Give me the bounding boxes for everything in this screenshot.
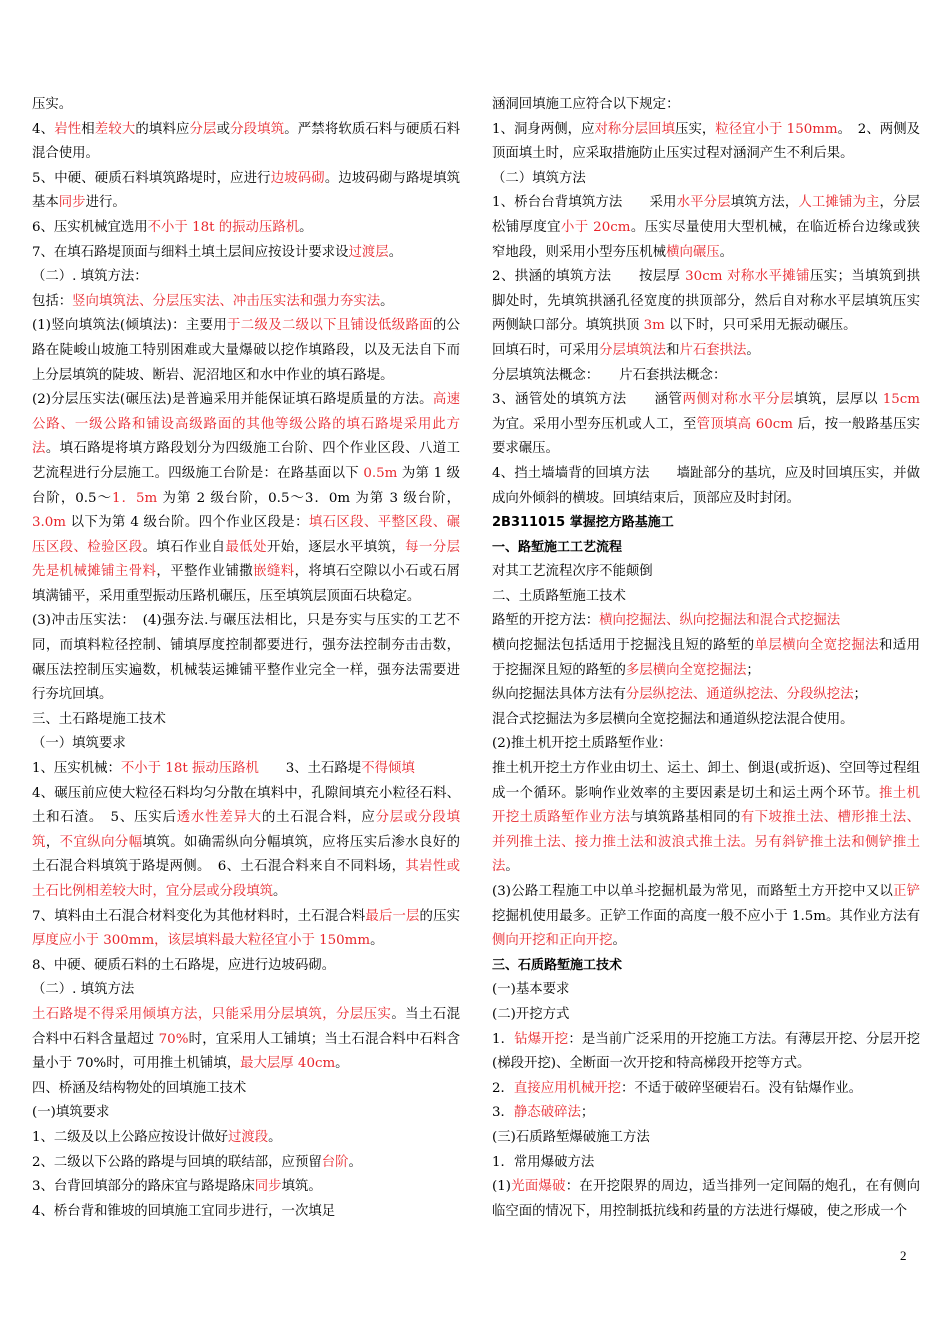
- text-run: 二、土质路堑施工技术: [492, 588, 626, 604]
- text-run: 路堑的开挖方法：: [492, 613, 600, 629]
- text-run: 。 2、两侧及顶面填土时，应采取措施防止压实过程对涵洞产生不利后果。: [492, 121, 921, 162]
- text-run: 为第 1 级台阶，0.5～: [32, 465, 460, 506]
- text-run: 或: [216, 121, 231, 137]
- text-run: 。: [299, 219, 313, 235]
- paragraph: [32, 265, 460, 290]
- paragraph: [32, 1101, 460, 1126]
- highlight-text: 两侧对称水平分层: [682, 392, 795, 408]
- text-run: （二）填筑方法: [492, 170, 586, 186]
- highlight-text: 正铲: [892, 884, 921, 899]
- text-run: 4、: [32, 121, 55, 137]
- highlight-text: 每一分层先是机械摊铺主骨料: [32, 539, 461, 580]
- highlight-text: 单层横向全宽挖掘法: [754, 638, 879, 654]
- text-run: 3．: [492, 1105, 514, 1121]
- highlight-text: 土石路堤不得采用倾填方法，只能采用分层填筑，分层压实: [32, 1006, 392, 1022]
- text-run: 填筑。: [281, 1179, 322, 1195]
- text-run: 回填石时，可采用: [492, 342, 600, 358]
- highlight-text: 不小于 18t 的振动压路机: [147, 219, 300, 235]
- text-run: 。压实尽量使用大型机械，在临近桥台边缘或狭窄地段，则采用小型夯压机械: [492, 219, 921, 260]
- paragraph: [32, 388, 460, 609]
- highlight-text: 最大层厚 40cm: [240, 1056, 336, 1072]
- text-run: 2．: [492, 1080, 514, 1096]
- text-run: (二)开挖方式: [492, 1006, 570, 1022]
- highlight-text: 水平分层: [676, 195, 731, 211]
- highlight-text: 钻爆开挖: [514, 1031, 569, 1047]
- highlight-text: 最后一层: [365, 908, 420, 924]
- paragraph: [492, 683, 920, 708]
- highlight-text: 管顶填高 60cm: [696, 416, 793, 432]
- highlight-text: 嵌缝料: [253, 564, 295, 580]
- text-run: 压实；当填筑到拱脚处时，先填筑拱涵孔径宽度的拱顶部分，然后自对称水平层填筑压实两侧缺口部分。填筑拱顶: [492, 269, 921, 334]
- text-run: 混合式挖掘法为多层横向全宽挖掘法和通道纵挖法混合使用。: [492, 711, 854, 727]
- text-run: (3)公路工程施工中以单斗挖掘机最为常见，而路堑土方开挖中又以: [492, 884, 893, 899]
- paragraph: [492, 339, 920, 364]
- paragraph: [32, 314, 460, 388]
- highlight-text: 3m: [643, 318, 665, 334]
- paragraph: [492, 118, 920, 167]
- paragraph: [492, 536, 920, 561]
- paragraph: [492, 1003, 920, 1028]
- paragraph: [492, 167, 920, 192]
- text-run: 包括：: [32, 293, 73, 309]
- highlight-text: 竖向填筑法、分层压实法、冲击压实法和强力夯实法: [72, 293, 381, 309]
- text-run: 1、桥台台背填筑方法 采用: [492, 195, 677, 211]
- text-run: 。边坡码砌与路堤填筑基本: [32, 170, 460, 211]
- paragraph: [32, 757, 460, 782]
- text-run: 6、压实机械宜选用: [32, 219, 148, 235]
- paragraph: [492, 954, 920, 979]
- highlight-text: 多层横向全宽挖掘法: [625, 662, 747, 678]
- paragraph: [32, 93, 460, 118]
- highlight-text: 透水性差异大: [176, 810, 262, 826]
- text-run: 挖掘机使用最多。正铲工作面的高度一般不应小于 1.5m。其作业方法有: [492, 908, 920, 924]
- text-run: ：不适于破碎坚硬岩石。没有钻爆作业。: [621, 1080, 863, 1096]
- highlight-text: 厚度应小于 300mm，该层填料最大粒径宜小于 150mm: [32, 933, 371, 949]
- highlight-text: 横向挖掘法、纵向挖掘法和混合式挖掘法: [599, 613, 841, 629]
- text-run: 填筑，层厚以: [794, 392, 883, 408]
- text-run: 对其工艺流程次序不能颠倒: [492, 564, 653, 580]
- paragraph: [492, 1126, 920, 1151]
- highlight-text: 小于 20cm: [560, 219, 631, 235]
- paragraph: [492, 732, 920, 757]
- text-run: 2、二级以下公路的路堤与回填的联结部，应预留: [32, 1154, 322, 1170]
- paragraph: [32, 609, 460, 707]
- highlight-text: 有下坡推土法、槽形推土法、并列推土法、接力推土法和波浪式推土法。另有斜铲推土法和侧铲推土法: [492, 810, 920, 875]
- text-run: ，将填石空隙以小石或石屑填满铺平，采用重型振动压路机碾压，压至填筑层顶面石块稳定。: [32, 564, 461, 604]
- text-run: 5、中硬、硬质石料填筑路堤时，应进行: [32, 170, 271, 186]
- text-run: 4、挡土墙墙背的回填方法 墙趾部分的基坑，应及时回填压实，并做成向外倾斜的横坡。回填结束后，顶部应及时封闭。: [492, 465, 920, 506]
- text-run: 的公路在陡峻山坡施工特别困难或大量爆破以挖作填路段，以及无法自下而上分层填筑的陡坡、断岩、泥沼地区和水中作业的填石路堤。: [32, 318, 461, 383]
- paragraph: [492, 634, 920, 683]
- text-run: 8、中硬、硬质石料的土石路堤，应进行边坡码砌。: [32, 957, 336, 973]
- paragraph: [32, 732, 460, 757]
- text-run: 和适用于挖掘深且短的路堑的: [492, 638, 921, 678]
- paragraph: [32, 167, 460, 216]
- text-run: ，分层松铺厚度宜: [492, 195, 920, 235]
- highlight-text: 30cm 对称水平摊铺: [685, 269, 810, 285]
- highlight-text: 最低处: [225, 539, 267, 555]
- highlight-text: 侧向开挖和正向开挖: [492, 933, 613, 949]
- paragraph: [492, 609, 920, 634]
- highlight-text: 不得倾填: [361, 761, 415, 777]
- highlight-text: 直接应用机械开挖: [513, 1080, 622, 1096]
- paragraph: [32, 1151, 460, 1176]
- text-run: 开始，逐层水平填筑，: [266, 539, 406, 555]
- paragraph: [492, 1151, 920, 1176]
- paragraph: [492, 1028, 920, 1077]
- text-run: (三)石质路堑爆破施工方法: [492, 1129, 650, 1145]
- text-run: (1)竖向填筑法(倾填法)：主要用: [32, 318, 228, 334]
- paragraph: [492, 388, 920, 462]
- text-run: 1、压实机械：: [32, 761, 121, 777]
- text-run: （二）. 填筑方法: [32, 982, 135, 998]
- text-run: 。严禁将软质石料与硬质石料混合使用。: [32, 121, 460, 162]
- paragraph: [32, 782, 460, 905]
- highlight-text: 边坡码砌: [270, 170, 325, 186]
- text-run: 横向挖掘法包括适用于挖掘浅且短的路堑的: [492, 638, 755, 654]
- paragraph: [32, 1200, 460, 1225]
- highlight-text: 对称分层回填: [594, 121, 676, 137]
- text-run: 1、二级及以上公路应按设计做好: [32, 1129, 228, 1145]
- highlight-text: 分层或分段填筑: [32, 810, 461, 850]
- highlight-text: 台阶: [321, 1154, 349, 1170]
- paragraph: [32, 954, 460, 979]
- text-run: ，: [45, 834, 60, 850]
- paragraph: [492, 191, 920, 265]
- highlight-text: 推土机开挖土质路堑作业方法: [492, 785, 920, 826]
- paragraph: [492, 462, 920, 511]
- text-run: 为宜。采用小型夯压机或人工，至: [492, 416, 697, 432]
- text-run: 2B311015 掌握挖方路基施工: [492, 515, 674, 531]
- text-run: 与填筑路基相同的: [630, 810, 741, 826]
- text-run: 。: [380, 293, 394, 309]
- text-run: 4、桥台背和锥坡的回填施工宜同步进行，一次填足: [32, 1203, 336, 1219]
- paragraph: [32, 1126, 460, 1151]
- highlight-text: 片石套拱法: [679, 342, 747, 358]
- text-run: ；: [580, 1105, 595, 1121]
- text-run: (1): [492, 1179, 511, 1195]
- text-run: （二）. 填筑方法：: [32, 269, 148, 285]
- text-run: 。: [505, 859, 519, 875]
- highlight-text: 分层纵挖法、通道纵挖法、分段纵挖法: [625, 687, 854, 703]
- highlight-text: 其岩性或土石比例相差较大时，宜分层或分段填筑: [32, 859, 460, 899]
- highlight-text: 过渡段: [228, 1129, 269, 1145]
- text-run: 后，按一般路基压实要求碾压。: [492, 416, 921, 457]
- text-run: (3)冲击压实法： (4)强夯法.与碾压法相比，只是夯实与压实的工艺不同，而填料粒径控制、铺填厚度控制都要进行，强夯法控制夯击击数，碾压法控制压实遍数，机械装运摊铺平整作业完全一样，强夯法需要进行夯坑回填。: [32, 613, 460, 703]
- highlight-text: 同步: [254, 1179, 282, 1195]
- text-run: (2)推土机开挖土质路堑作业：: [492, 736, 672, 752]
- text-run: 。: [719, 244, 734, 260]
- highlight-text: 过渡层: [348, 244, 389, 260]
- paragraph: [492, 364, 920, 389]
- text-run: 的填料应: [135, 121, 190, 137]
- highlight-text: 高速公路、一级公路和铺设高级路面的其他等级公路的填石路堤采用此方法: [32, 392, 461, 457]
- text-run: 。填石路堤将填方路段划分为四级施工台阶、四个作业区段、八道工艺流程进行分层施工。四级施工台阶是：在路基面以下: [32, 441, 461, 481]
- paragraph: [492, 978, 920, 1003]
- text-run: 3、土石路堤: [258, 761, 362, 777]
- text-run: 3、台背回填部分的路床宜与路堤路床: [32, 1179, 255, 1195]
- highlight-text: 填石区段、平整区段、碾压区段、检验区段: [32, 515, 461, 555]
- highlight-text: 静态破碎法: [513, 1105, 581, 1121]
- text-run: (一)填筑要求: [32, 1105, 110, 1121]
- highlight-text: 岩性: [54, 121, 82, 137]
- highlight-text: 不宜纵向分幅: [59, 834, 143, 850]
- highlight-text: 70%: [158, 1031, 189, 1047]
- highlight-text: 横向碾压: [666, 244, 720, 260]
- paragraph: [32, 978, 460, 1003]
- text-run: 以下时，只可采用无振动碾压。: [664, 318, 857, 334]
- text-run: 一、路堑施工工艺流程: [492, 539, 623, 555]
- text-run: 。填石作业自: [142, 539, 226, 555]
- left-column: [32, 93, 460, 1224]
- paragraph: [32, 241, 460, 266]
- text-run: 。: [746, 342, 760, 358]
- highlight-text: 人工摊铺为主: [798, 195, 880, 211]
- text-run: (2)分层压实法(碾压法)是普遍采用并能保证填石路堤质量的方法。: [32, 392, 433, 408]
- highlight-text: 粒径宜小于 150mm: [715, 121, 838, 137]
- text-run: 的压实: [419, 908, 460, 924]
- highlight-text: 分层填筑法: [599, 342, 667, 358]
- text-run: 填筑方法，: [730, 195, 799, 211]
- text-run: 。: [370, 933, 384, 949]
- text-run: ，平整作业铺撒: [156, 564, 254, 580]
- paragraph: [492, 265, 920, 339]
- text-run: ：在开挖限界的周边，适当排列一定间隔的炮孔，在有侧向临空面的情况下，用控制抵抗线和药量的方法进行爆破，使之形成一个: [492, 1179, 920, 1219]
- text-run: 相: [81, 121, 95, 137]
- paragraph: [492, 511, 920, 536]
- highlight-text: 同步: [58, 195, 86, 211]
- paragraph: [32, 118, 460, 167]
- text-run: 7、在填石路堤顶面与细料土填土层间应按设计要求设: [32, 244, 349, 260]
- paragraph: [32, 216, 460, 241]
- text-run: 填筑。如确需纵向分幅填筑，应将压实后渗水良好的土石混合料填筑于路堤两侧。 6、土石混合料来自不同料场，: [32, 834, 461, 875]
- paragraph: [32, 1003, 460, 1077]
- text-run: 4、碾压前应使大粒径石料均匀分散在填料中，孔隙间填充小粒径石料、土和石渣。 5、压实后: [32, 785, 460, 826]
- text-run: 。: [268, 1129, 282, 1145]
- highlight-text: 分层: [189, 121, 217, 137]
- paragraph: [32, 1175, 460, 1200]
- right-column: [492, 93, 920, 1224]
- highlight-text: 差较大: [94, 121, 136, 137]
- text-run: 2、拱涵的填筑方法 按层厚: [492, 269, 686, 285]
- paragraph: [32, 290, 460, 315]
- text-run: 时，宜采用人工铺填；当土石混合料中石料含量小于 70%时，可用推土机铺填，: [32, 1031, 460, 1072]
- text-run: 以下为第 4 级台阶。四个作业区段是：: [66, 515, 309, 531]
- text-run: 进行。: [85, 195, 126, 211]
- text-run: 三、土石路堤施工技术: [32, 711, 166, 727]
- text-run: 压实，: [675, 121, 716, 137]
- paragraph: [492, 1175, 920, 1224]
- highlight-text: 不小于 18t 振动压路机: [120, 761, 259, 777]
- text-run: 。: [348, 1154, 362, 1170]
- text-run: ；: [853, 687, 867, 703]
- text-run: 1、洞身两侧，应: [492, 121, 595, 137]
- text-run: 7、填料由土石混合材料变化为其他材料时，土石混合料: [32, 908, 366, 924]
- highlight-text: 0.5m: [363, 465, 398, 481]
- text-run: 四、桥涵及结构物处的回填施工技术: [32, 1080, 247, 1096]
- paragraph: [492, 585, 920, 610]
- text-run: 。: [273, 884, 287, 899]
- text-run: 纵向挖掘法具体方法有: [492, 687, 626, 703]
- text-run: 。: [612, 933, 626, 949]
- paragraph: [492, 757, 920, 880]
- paragraph: [32, 708, 460, 733]
- paragraph: [32, 905, 460, 954]
- text-run: 1．常用爆破方法: [492, 1154, 595, 1170]
- text-run: 和: [666, 342, 680, 358]
- text-run: 。当土石混合料中石料含量超过: [32, 1006, 460, 1047]
- text-run: 分层填筑法概念： 片石套拱法概念：: [492, 367, 727, 383]
- text-run: 的土石混合料，应: [261, 810, 376, 826]
- paragraph: [492, 880, 920, 954]
- page-number: 2: [900, 1248, 907, 1263]
- highlight-text: 1．5m: [112, 490, 158, 506]
- text-run: （一）填筑要求: [32, 736, 126, 752]
- text-run: 压实。: [32, 97, 73, 112]
- text-run: 1．: [492, 1031, 515, 1047]
- highlight-text: 光面爆破: [510, 1179, 566, 1195]
- paragraph: [492, 1101, 920, 1126]
- paragraph: [492, 708, 920, 733]
- highlight-text: 3.0m: [32, 515, 66, 531]
- text-run: 3、涵管处的填筑方法 涵管: [492, 392, 683, 408]
- text-run: (一)基本要求: [492, 982, 570, 998]
- text-run: 推土机开挖土方作业由切土、运土、卸土、倒退(或折返)、空回等过程组成一个循环。影响作业效率的主要因素是切土和运土两个环节。: [492, 761, 920, 801]
- highlight-text: 分段填筑: [230, 121, 285, 137]
- highlight-text: 于二级及二级以下且铺设低级路面: [227, 318, 433, 334]
- text-run: 为第 2 级台阶，0.5～3．0m 为第 3 级台阶，: [157, 490, 461, 506]
- text-run: 三、石质路堑施工技术: [492, 957, 623, 973]
- text-run: 。: [388, 244, 403, 260]
- paragraph: [492, 93, 920, 118]
- paragraph: [492, 1077, 920, 1102]
- text-run: 涵洞回填施工应符合以下规定：: [492, 97, 680, 112]
- text-run: 。: [335, 1056, 349, 1072]
- text-run: ；: [746, 662, 760, 678]
- paragraph: [492, 560, 920, 585]
- text-run: ：是当前广泛采用的开挖施工方法。有薄层开挖、分层开挖(梯段开挖)、全断面一次开挖和特高梯段开挖等方式。: [492, 1031, 920, 1072]
- paragraph: [32, 1077, 460, 1102]
- highlight-text: 15cm: [882, 392, 920, 408]
